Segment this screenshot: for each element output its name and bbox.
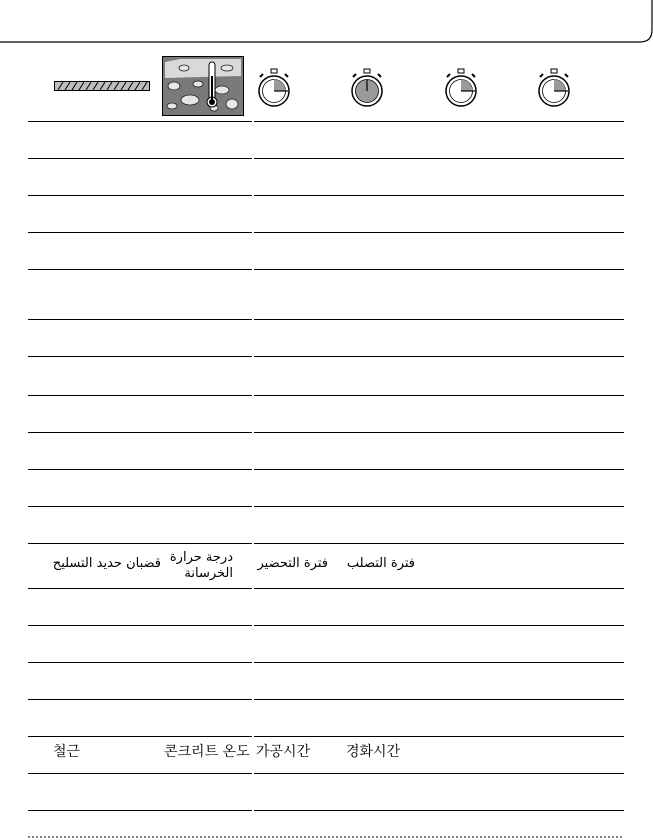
row-rule <box>28 121 624 122</box>
row-rule <box>28 625 624 626</box>
row-rule <box>28 543 624 544</box>
row-rule <box>28 588 624 589</box>
row-rule <box>28 662 624 663</box>
korean-setting-time-label: 경화시간 <box>346 744 401 760</box>
row-rule <box>28 319 624 320</box>
stopwatch-three-quarter-icon <box>441 68 481 108</box>
korean-working-time-label: 가공시간 <box>256 744 311 760</box>
row-rule <box>28 699 624 700</box>
arabic-setting-time-label: فترة التصلب <box>346 556 415 571</box>
rebar-icon <box>54 80 150 92</box>
row-rule <box>28 810 624 811</box>
row-rule <box>28 432 624 433</box>
row-rule <box>28 506 624 507</box>
stopwatch-full-icon <box>534 68 574 108</box>
row-rule <box>28 195 624 196</box>
concrete-thermometer-icon <box>162 56 244 116</box>
row-rule <box>28 736 624 737</box>
row-rule <box>28 232 624 233</box>
row-rule <box>28 356 624 357</box>
arabic-rebar-label: قضبان حديد التسليح <box>52 556 161 571</box>
bottom-dotted-rule <box>0 834 653 840</box>
stopwatch-quarter-icon <box>254 68 294 108</box>
arabic-concrete-temp-line1: درجة حرارة <box>169 550 233 565</box>
top-corner-rule <box>0 0 653 44</box>
row-rule <box>28 469 624 470</box>
header-icon-row <box>0 56 653 120</box>
row-rule <box>28 269 624 270</box>
arabic-prep-time-label: فترة التحضير <box>257 556 328 571</box>
row-rule <box>28 395 624 396</box>
korean-concrete-temp-label: 콘크리트 온도 <box>164 744 250 760</box>
korean-rebar-label: 철근 <box>53 744 81 760</box>
row-rule <box>28 773 624 774</box>
row-rule <box>28 158 624 159</box>
stopwatch-half-icon <box>347 68 387 108</box>
arabic-concrete-temp-line2: الخرسانة <box>184 566 233 581</box>
